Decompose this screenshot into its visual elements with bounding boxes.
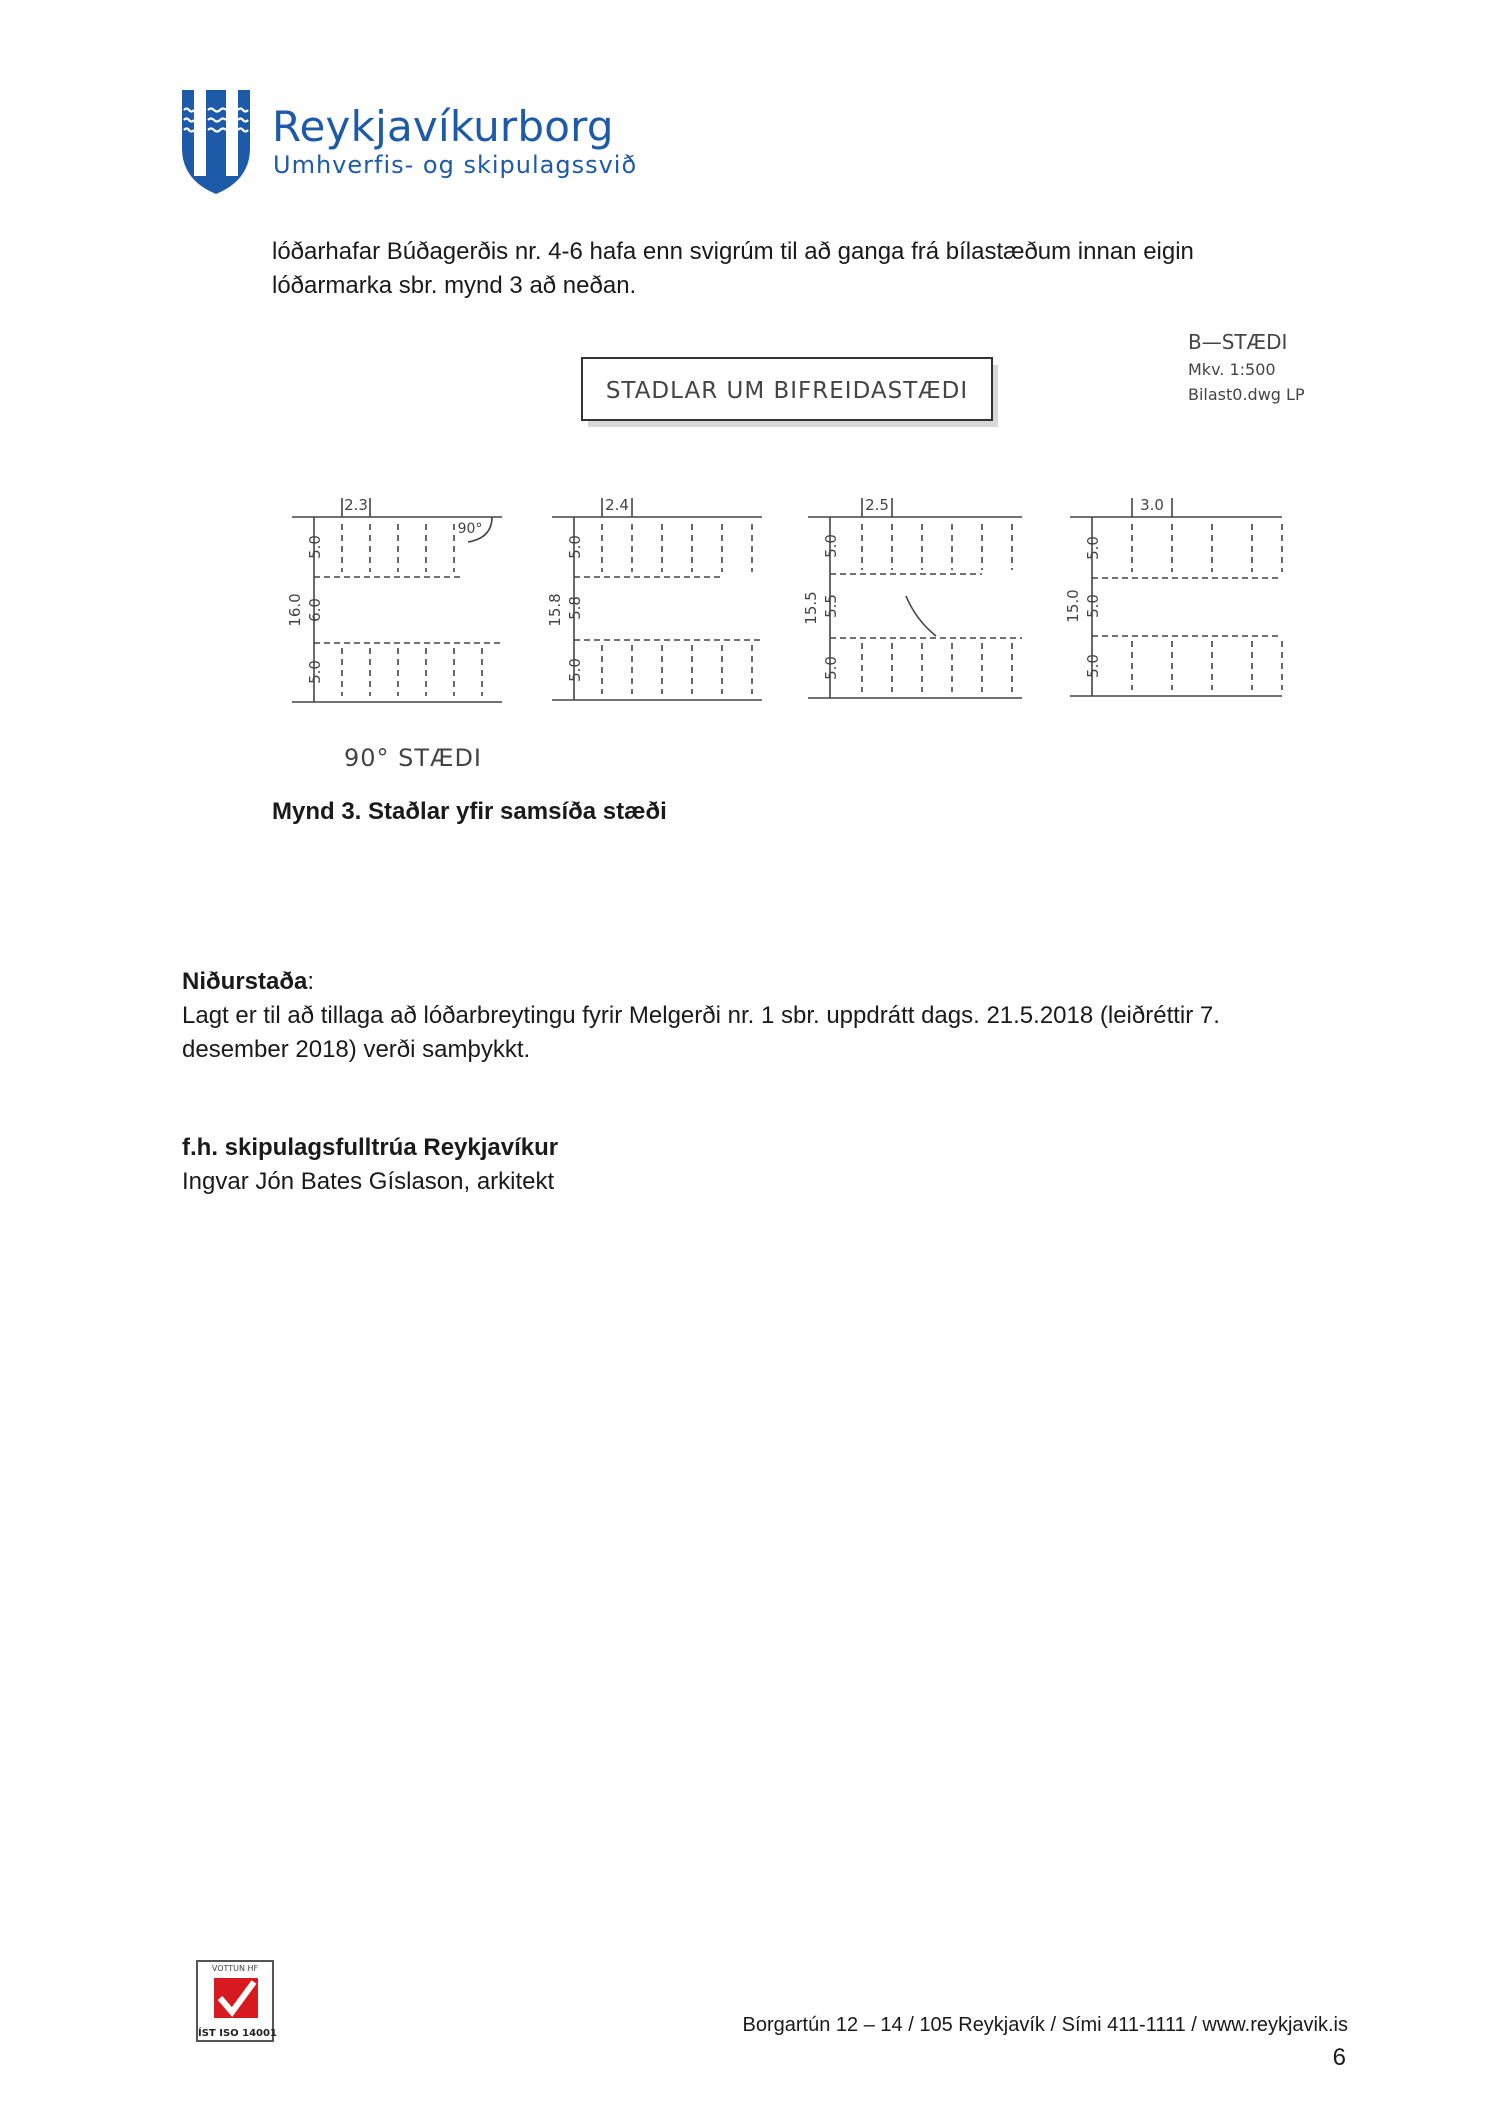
- total-label-1: 16.0: [286, 593, 304, 627]
- intro-paragraph: [272, 235, 1372, 303]
- division-name: Umhverfis- og skipulagssvið: [273, 151, 638, 179]
- page-number: 6: [1332, 2044, 1346, 2071]
- width-label-1: 2.3: [344, 496, 368, 514]
- signature-block: [182, 1131, 982, 1199]
- conclusion-section: [182, 965, 1382, 1067]
- total-label-2: 15.8: [546, 593, 564, 627]
- total-label-3: 15.5: [802, 591, 820, 625]
- row-label-2a: 5.0: [566, 535, 584, 559]
- iso-certification-logo: [196, 1960, 277, 2042]
- meta-line-3: Bilast0.dwg LP: [1188, 385, 1305, 404]
- cert-bottom-text: ÍST ISO 14001: [198, 2028, 277, 2039]
- checkmark-icon: [212, 1976, 260, 2020]
- bottom-label: 90° STÆDI: [344, 744, 482, 772]
- row-label-1a: 5.0: [306, 535, 324, 559]
- row-label-1b: 5.0: [306, 660, 324, 684]
- conclusion-line-2: desember 2018) verði samþykkt.: [182, 1036, 531, 1063]
- parking-standards-drawing: [270, 320, 1350, 790]
- angle-label: 90°: [457, 521, 483, 537]
- row-label-4m: 5.0: [1084, 594, 1102, 618]
- row-label-2b: 5.0: [566, 658, 584, 682]
- width-label-3: 2.5: [865, 496, 889, 514]
- row-label-3b: 5.0: [822, 656, 840, 680]
- width-label-2: 2.4: [605, 496, 629, 514]
- meta-line-2: Mkv. 1:500: [1188, 360, 1276, 379]
- reykjavik-coat-of-arms-icon: [180, 88, 252, 196]
- aisle-label-2: 5.8: [566, 596, 584, 620]
- intro-line-2: lóðarmarka sbr. mynd 3 að neðan.: [272, 272, 637, 299]
- parking-block-3: [808, 498, 1022, 698]
- header: [180, 88, 638, 198]
- conclusion-heading: Niðurstaða: [182, 968, 308, 995]
- cert-top-text: VOTTUN HF: [211, 1964, 259, 1973]
- footer-address: Borgartún 12 – 14 / 105 Reykjavík / Sími 411-1111 / www.reykjavik.is: [742, 2014, 1348, 2036]
- title-box-text: STADLAR UM BIFREIDASTÆDI: [605, 378, 969, 404]
- row-label-4b: 5.0: [1084, 654, 1102, 678]
- width-label-4: 3.0: [1140, 496, 1164, 514]
- signature-name: Ingvar Jón Bates Gíslason, arkitekt: [182, 1168, 555, 1195]
- meta-line-1: B—STÆDI: [1188, 330, 1288, 354]
- org-name: Reykjavíkurborg: [272, 102, 614, 151]
- signature-title: f.h. skipulagsfulltrúa Reykjavíkur: [182, 1134, 559, 1161]
- intro-line-1: lóðarhafar Búðagerðis nr. 4-6 hafa enn svigrúm til að ganga frá bílastæðum innan eigin: [272, 238, 1194, 265]
- row-label-3a: 5.0: [822, 534, 840, 558]
- total-label-4: 15.0: [1064, 589, 1082, 623]
- aisle-label-3: 5.5: [822, 594, 840, 618]
- conclusion-colon: :: [307, 968, 315, 995]
- aisle-label-1: 6.0: [306, 598, 324, 622]
- conclusion-line-1: Lagt er til að tillaga að lóðarbreytingu fyrir Melgerði nr. 1 sbr. uppdrátt dags. 21.5.2018 (leiðréttir 7.: [182, 1002, 1220, 1029]
- row-label-4a: 5.0: [1084, 536, 1102, 560]
- figure-caption: Mynd 3. Staðlar yfir samsíða stæði: [272, 798, 667, 825]
- conclusion-heading-line: [182, 965, 1382, 999]
